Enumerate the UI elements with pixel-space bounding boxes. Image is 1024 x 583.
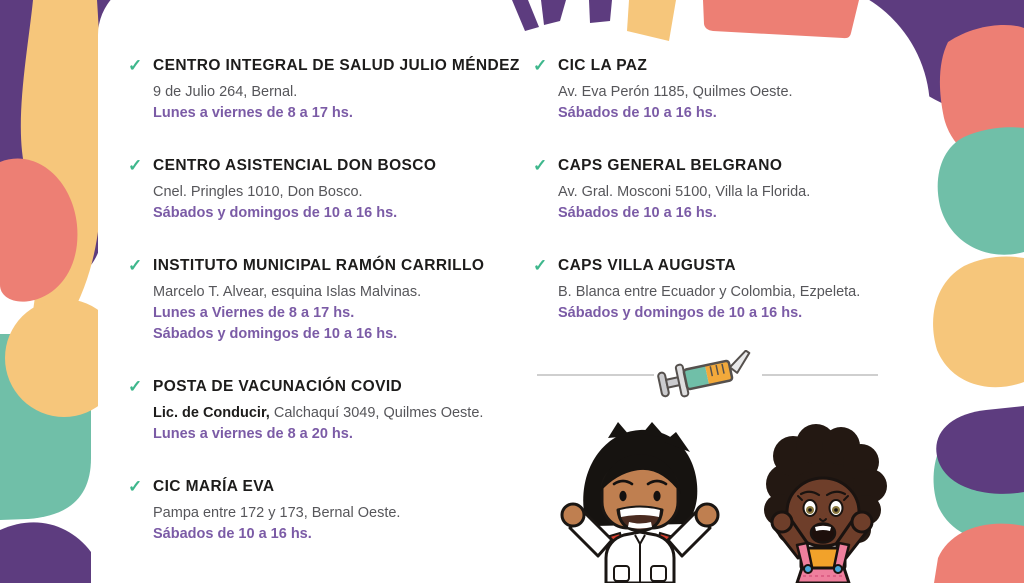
center-title: CAPS GENERAL BELGRANO	[558, 157, 783, 174]
center-schedule: Sábados de 10 a 16 hs.	[558, 105, 717, 121]
center-address	[153, 182, 530, 203]
divider-line	[762, 374, 879, 376]
list-item	[535, 57, 935, 124]
center-title: CAPS VILLA AUGUSTA	[558, 257, 736, 274]
check-icon: ✓	[128, 56, 143, 75]
address-text: Calchaquí 3049, Quilmes Oeste.	[269, 405, 484, 421]
divider-line	[537, 374, 654, 376]
check-icon: ✓	[533, 156, 548, 175]
syringe-icon	[656, 350, 760, 400]
center-address	[153, 82, 530, 103]
center-address	[558, 82, 935, 103]
center-schedule: Lunes a viernes de 8 a 20 hs.	[153, 426, 353, 442]
address-text: Marcelo T. Alvear, esquina Islas Malvinas.	[153, 284, 422, 300]
address-text: Pampa entre 172 y 173, Bernal Oeste.	[153, 505, 401, 521]
list-item	[130, 378, 530, 445]
list-item	[535, 157, 935, 224]
address-text: B. Blanca entre Ecuador y Colombia, Ezpeleta.	[558, 284, 861, 300]
center-schedule: Lunes a Viernes de 8 a 17 hs.	[153, 305, 355, 321]
center-address	[153, 403, 530, 424]
children-illustration	[540, 418, 920, 583]
center-schedule: Sábados y domingos de 10 a 16 hs.	[153, 326, 398, 342]
center-address	[153, 503, 530, 524]
address-text: Av. Gral. Mosconi 5100, Villa la Florida.	[558, 184, 811, 200]
boy-doctor-illustration	[562, 422, 718, 583]
center-address	[558, 282, 935, 303]
center-title: CENTRO ASISTENCIAL DON BOSCO	[153, 157, 437, 174]
address-text: 9 de Julio 264, Bernal.	[153, 84, 298, 100]
check-icon: ✓	[128, 377, 143, 396]
check-icon: ✓	[128, 156, 143, 175]
girl-illustration	[764, 424, 887, 583]
center-title: INSTITUTO MUNICIPAL RAMÓN CARRILLO	[153, 257, 485, 274]
center-address	[153, 282, 530, 303]
center-schedule: Sábados de 10 a 16 hs.	[558, 205, 717, 221]
list-item	[130, 478, 530, 545]
address-text: Av. Eva Perón 1185, Quilmes Oeste.	[558, 84, 793, 100]
centers-column-left	[130, 57, 530, 578]
center-schedule: Sábados y domingos de 10 a 16 hs.	[558, 305, 803, 321]
centers-column-right	[535, 57, 935, 357]
center-title: CIC MARÍA EVA	[153, 478, 275, 495]
center-schedule: Sábados de 10 a 16 hs.	[153, 526, 312, 542]
check-icon: ✓	[128, 477, 143, 496]
list-item	[130, 257, 530, 345]
list-item	[535, 257, 935, 324]
center-title: CIC LA PAZ	[558, 57, 648, 74]
center-address	[558, 182, 935, 203]
center-title: POSTA DE VACUNACIÓN COVID	[153, 378, 403, 395]
syringe-divider	[537, 350, 878, 400]
list-item	[130, 157, 530, 224]
center-schedule: Sábados y domingos de 10 a 16 hs.	[153, 205, 398, 221]
center-title: CENTRO INTEGRAL DE SALUD JULIO MÉNDEZ	[153, 57, 520, 74]
address-text: Cnel. Pringles 1010, Don Bosco.	[153, 184, 363, 200]
list-item	[130, 57, 530, 124]
center-schedule: Lunes a viernes de 8 a 17 hs.	[153, 105, 353, 121]
address-bold-text: Lic. de Conducir,	[153, 405, 270, 421]
check-icon: ✓	[533, 256, 548, 275]
check-icon: ✓	[128, 256, 143, 275]
check-icon: ✓	[533, 56, 548, 75]
